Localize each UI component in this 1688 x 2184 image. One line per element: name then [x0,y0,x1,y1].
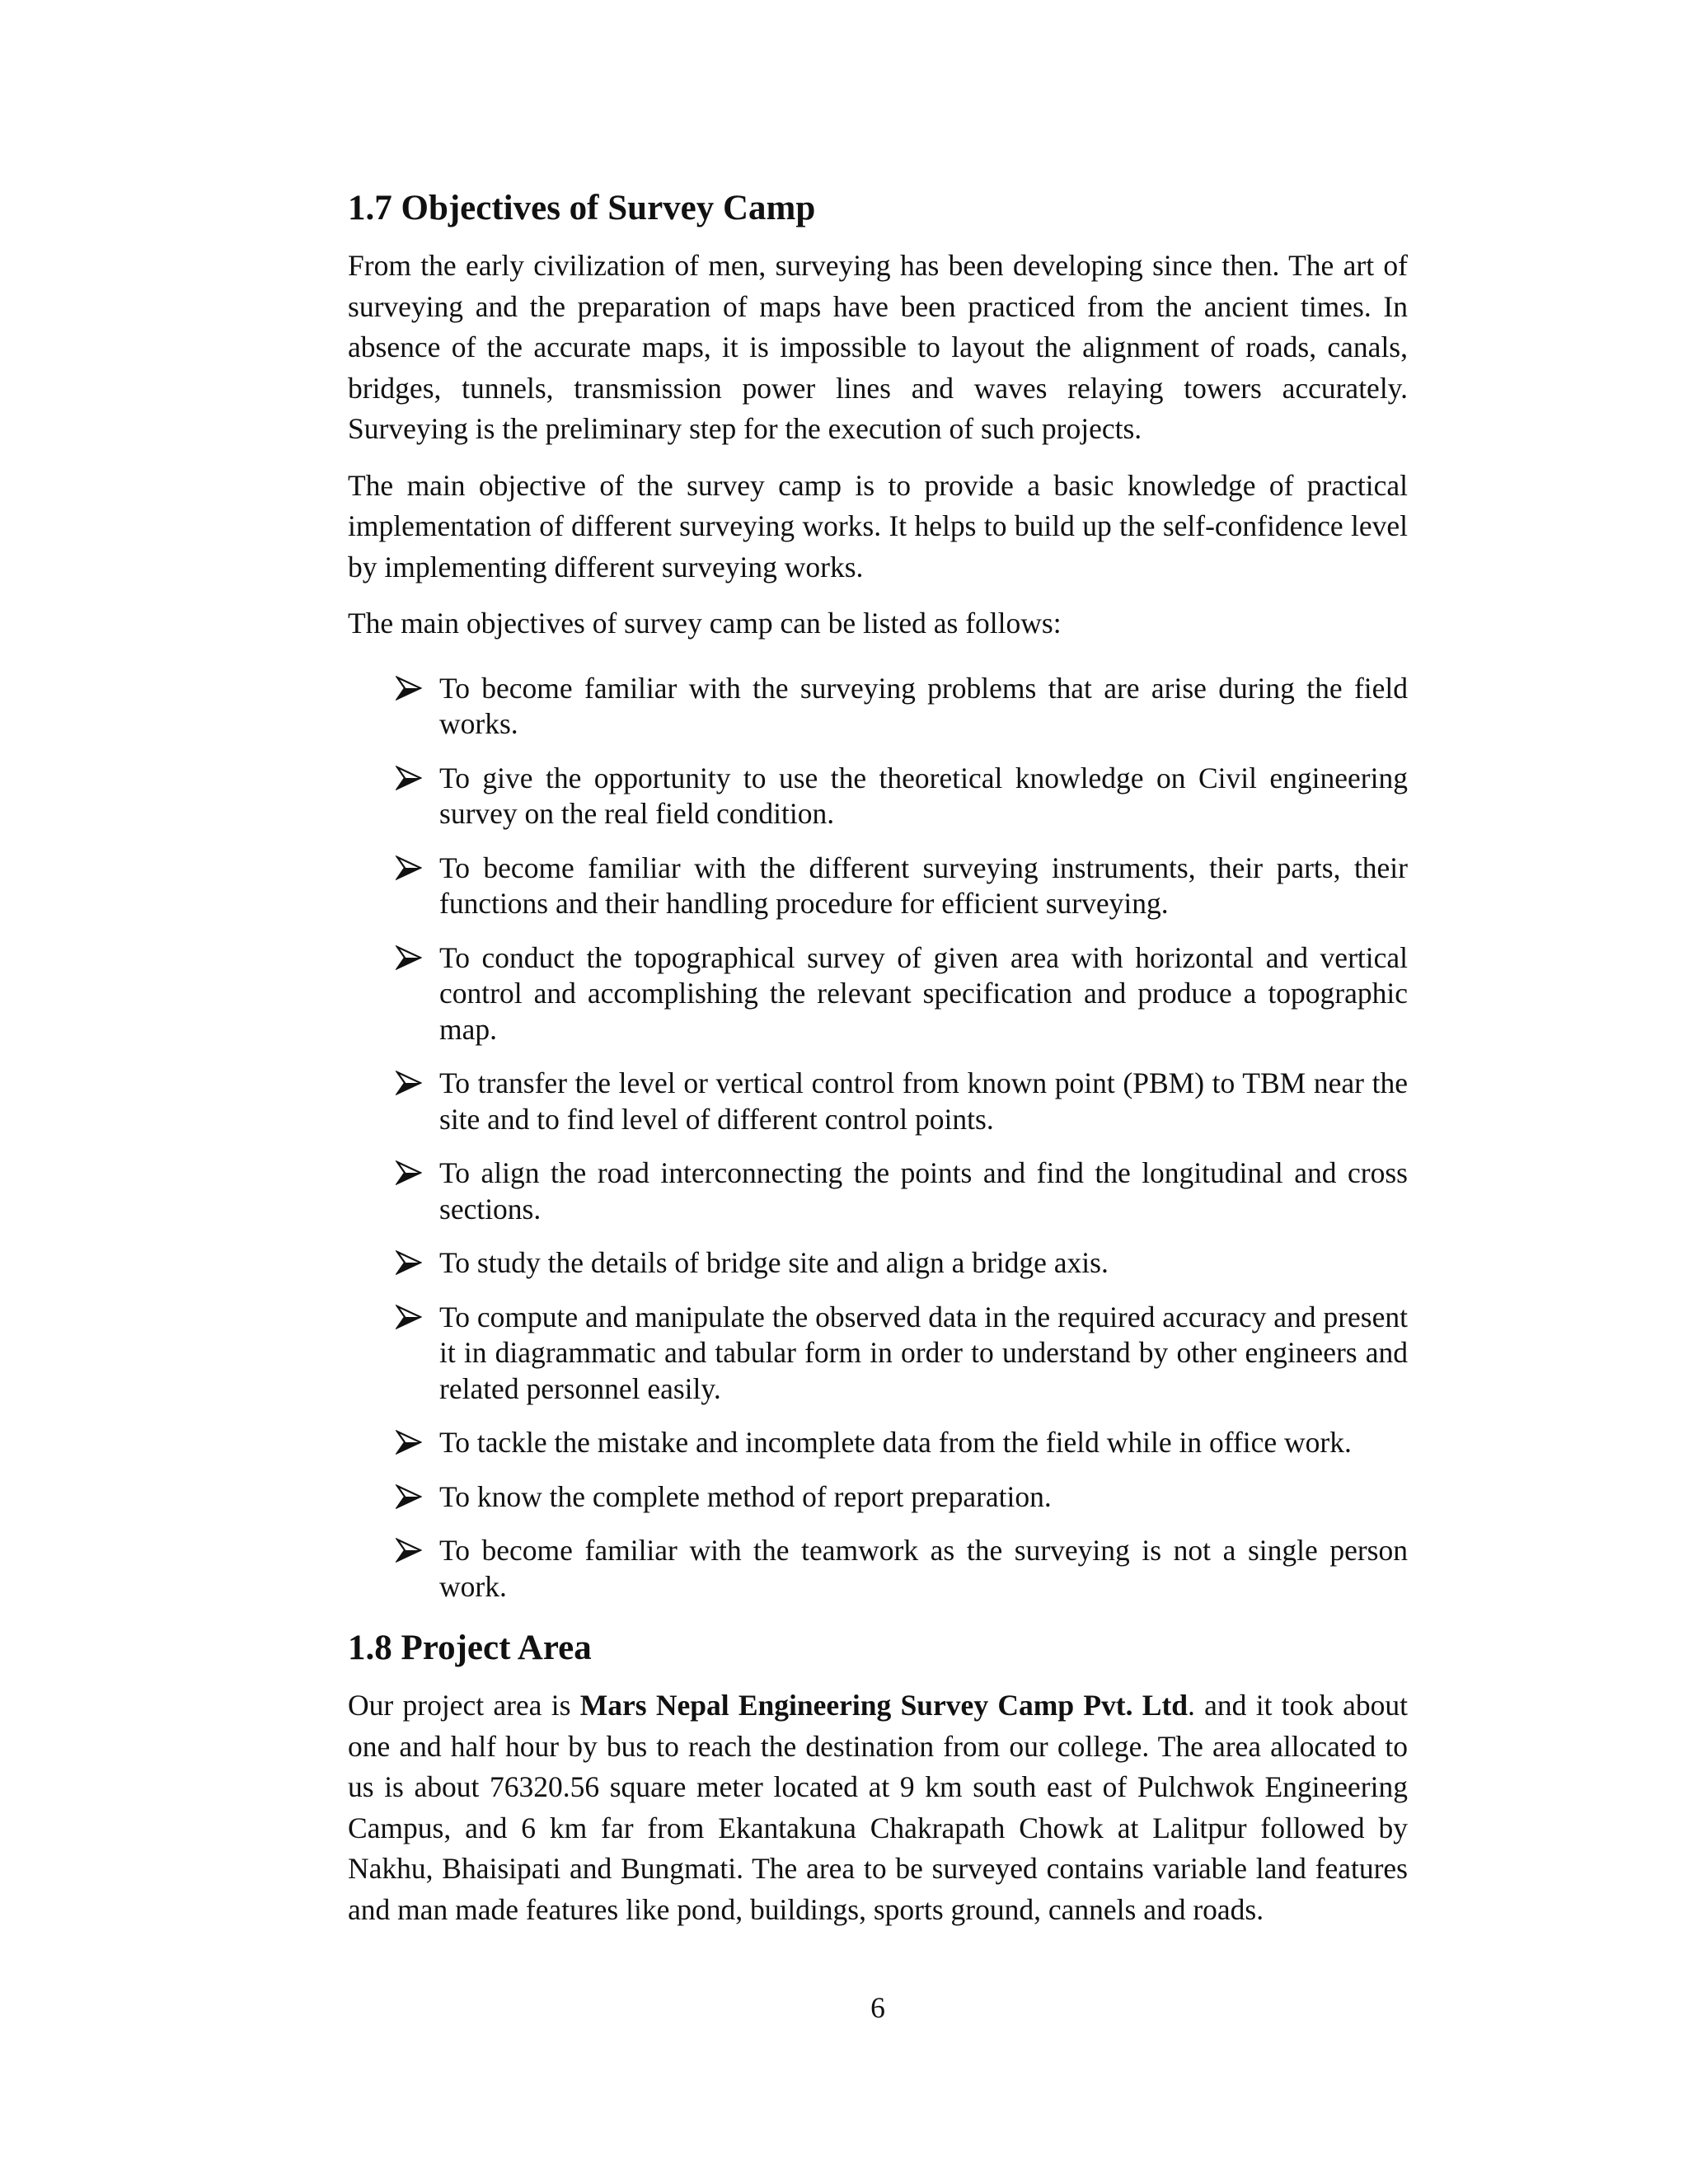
arrowhead-bullet-icon [396,1249,422,1276]
list-item [396,1300,1408,1408]
arrowhead-bullet-icon [396,1304,422,1330]
list-item-text: To become familiar with the different surveying instruments, their parts, their functions and their handling procedure for efficient surveying. [439,851,1408,920]
list-item-text: To align the road interconnecting the points and find the longitudinal and cross sections. [439,1156,1408,1226]
paragraph-main-objective: The main objective of the survey camp is to provide a basic knowledge of practical implementation of different surveying works. It helps to build up the self-confidence level by implementing different surveying works. [348,468,1408,583]
arrowhead-bullet-icon [396,944,422,971]
paragraph-project-area [348,1685,1408,1930]
list-item-text: To conduct the topographical survey of given area with horizontal and vertical control and accomplishing the relevant specification and produce a topographic map. [439,940,1408,1046]
objectives-list [348,671,1408,1605]
list-item-text: To give the opportunity to use the theoretical knowledge on Civil engineering survey on the real field condition. [439,761,1408,830]
list-item [396,1479,1408,1516]
list-item-text: To compute and manipulate the observed data in the required accuracy and present it in diagrammatic and tabular form in order to understand by other engineers and related personnel easily. [439,1300,1408,1405]
paragraph-list-intro: The main objectives of survey camp can be listed as follows: [348,607,1062,640]
list-item-text: To become familiar with the surveying problems that are arise during the field works. [439,671,1408,740]
list-item-text: To know the complete method of report preparation. [439,1479,1052,1513]
list-item [396,761,1408,832]
arrowhead-bullet-icon [396,675,422,701]
list-item [396,1425,1408,1461]
list-item [396,1245,1408,1282]
page-number: 6 [870,1991,885,2024]
arrowhead-bullet-icon [396,765,422,791]
company-name: Mars Nepal Engineering Survey Camp Pvt. Ltd [579,1689,1189,1722]
paragraph-history: From the early civilization of men, surveying has been developing since then. The art of surveying and the preparation of maps have been practiced from the ancient times. In absence of the accurate maps, it is impossible to layout the alignment of roads, canals, bridges, tunnels, transmission power lines and waves relaying towers accurately. Surveying is the preliminary step for the execution of such projects. [348,249,1408,445]
section-heading-project-area: 1.8 Project Area [348,1629,592,1667]
list-item-text: To study the details of bridge site and align a bridge axis. [439,1246,1109,1279]
arrowhead-bullet-icon [396,1483,422,1510]
list-item-text: To become familiar with the teamwork as the surveying is not a single person work. [439,1534,1408,1603]
project-area-details: . and it took about one and half hour by bus to reach the destination from our college. The area allocated to us is about 76320.56 square meter located at 9 km south east of Pulchwok Engineering Campus, and 6 km far from Ekantakuna Chakrapath Chowk at Lalitpur followed by Nakhu, Bhaisipati and Bungmati. The area to be surveyed contains variable land features and man made features like pond, buildings, sports ground, cannels and roads. [348,1689,1409,1926]
section-heading-objectives: 1.7 Objectives of Survey Camp [348,189,816,227]
project-area-intro: Our project area is [348,1689,571,1722]
list-item [396,1533,1408,1605]
list-item [396,671,1408,743]
list-item [396,940,1408,1048]
arrowhead-bullet-icon [396,1070,422,1096]
list-item [396,851,1408,922]
list-item [396,1066,1408,1137]
list-item [396,1155,1408,1227]
list-item-text: To transfer the level or vertical control from known point (PBM) to TBM near the site and to find level of different control points. [439,1066,1408,1136]
arrowhead-bullet-icon [396,1429,422,1455]
arrowhead-bullet-icon [396,1160,422,1186]
document-page [348,188,1408,1946]
list-item-text: To tackle the mistake and incomplete data from the field while in office work. [439,1426,1352,1459]
arrowhead-bullet-icon [396,1537,422,1563]
arrowhead-bullet-icon [396,855,422,881]
